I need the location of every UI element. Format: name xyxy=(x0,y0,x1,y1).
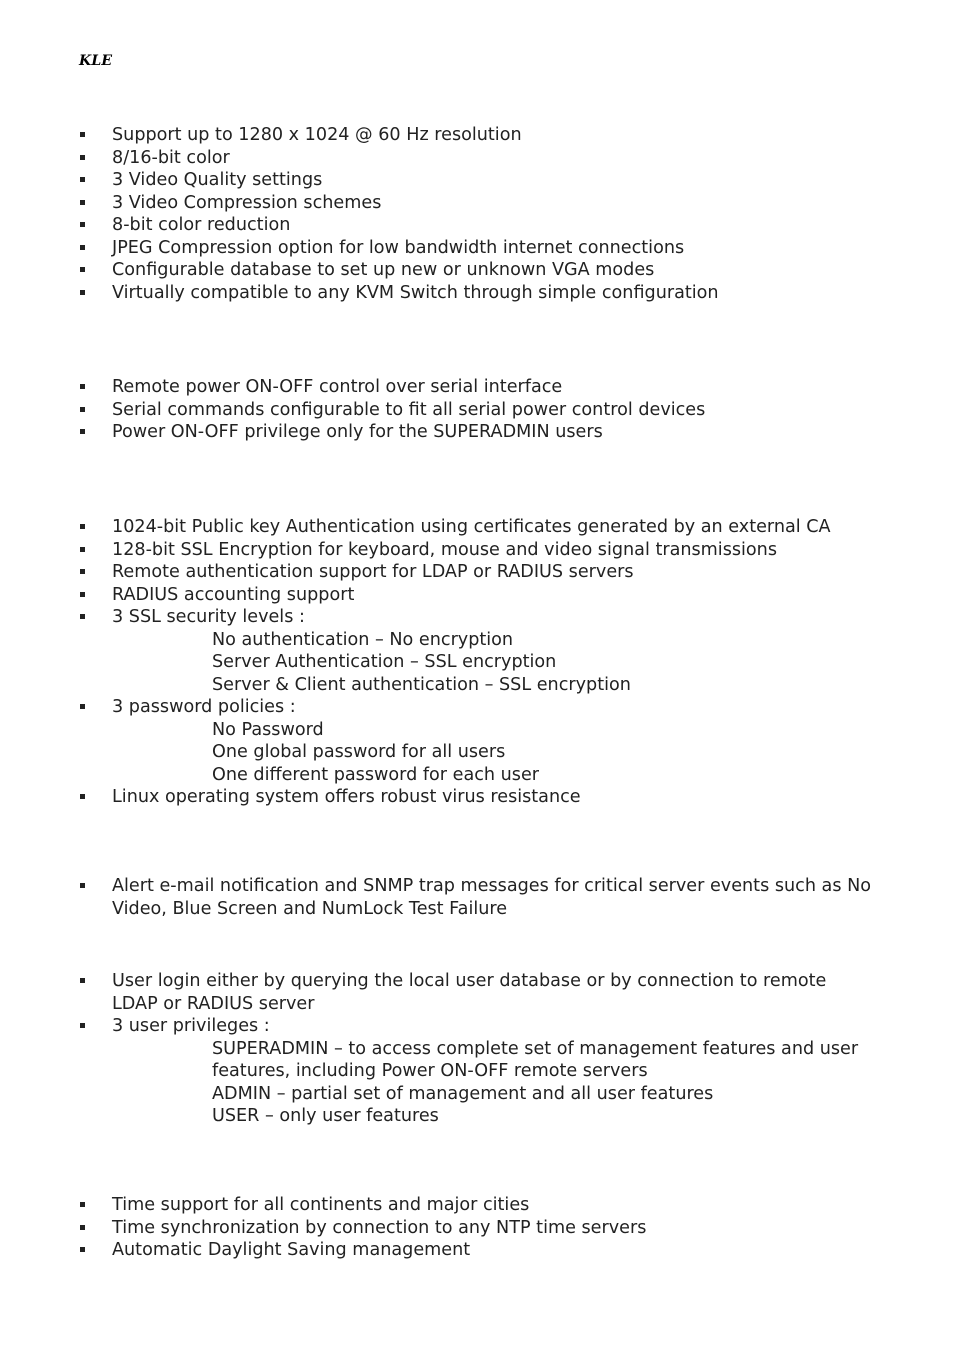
list-item: 3 Video Compression schemes xyxy=(79,192,899,215)
security-features-list xyxy=(79,516,899,809)
password-policy-item: One global password for all users xyxy=(212,742,506,762)
list-item: 8/16-bit color xyxy=(79,147,899,170)
bullet-icon xyxy=(80,569,85,574)
bullet-icon xyxy=(80,245,85,250)
bullet-icon xyxy=(80,547,85,552)
list-item: Support up to 1280 x 1024 @ 60 Hz resolution xyxy=(79,124,899,147)
ssl-level-item: Server Authentication – SSL encryption xyxy=(212,652,557,672)
password-policy-item: One different password for each user xyxy=(212,764,540,785)
privilege-item: SUPERADMIN – to access complete set of management features and user features, including Power ON-OFF remote servers xyxy=(212,1038,859,1081)
bullet-icon xyxy=(80,267,85,272)
bullet-icon xyxy=(80,384,85,389)
list-item: 1024-bit Public key Authentication using certificates generated by an external CA xyxy=(79,516,899,539)
bullet-icon xyxy=(80,592,85,597)
bullet-icon xyxy=(80,704,85,709)
bullet-icon xyxy=(80,1023,85,1028)
list-item: RADIUS accounting support xyxy=(79,584,899,607)
bullet-icon xyxy=(80,1247,85,1252)
bullet-icon xyxy=(80,883,85,888)
ssl-level-item: Server & Client authentication – SSL encryption xyxy=(212,674,631,695)
bullet-icon xyxy=(80,524,85,529)
privilege-item: ADMIN – partial set of management and all user features xyxy=(212,1083,714,1104)
list-item: Virtually compatible to any KVM Switch through simple configuration xyxy=(79,282,899,305)
list-item: Remote power ON-OFF control over serial interface xyxy=(79,376,899,399)
bullet-icon xyxy=(80,978,85,983)
list-item: Linux operating system offers robust virus resistance xyxy=(79,786,899,809)
bullet-icon xyxy=(80,222,85,227)
list-item: User login either by querying the local user database or by connection to remote LDAP or RADIUS server xyxy=(79,970,872,1015)
video-features-list xyxy=(79,124,899,304)
bullet-icon xyxy=(80,132,85,137)
list-item: 3 SSL security levels : xyxy=(79,606,899,629)
user-management-list xyxy=(79,970,899,1128)
list-item: Configurable database to set up new or unknown VGA modes xyxy=(79,259,899,282)
bullet-icon xyxy=(80,200,85,205)
list-item: 3 password policies : xyxy=(79,696,899,719)
bullet-icon xyxy=(80,429,85,434)
list-item: 3 user privileges : xyxy=(79,1015,899,1038)
privilege-item: USER – only user features xyxy=(212,1106,439,1126)
list-item: Alert e-mail notification and SNMP trap messages for critical server events such as No Video, Blue Screen and NumLock Test Failure xyxy=(79,875,872,920)
bullet-icon xyxy=(80,1202,85,1207)
list-item: JPEG Compression option for low bandwidth internet connections xyxy=(79,237,899,260)
bullet-icon xyxy=(80,614,85,619)
list-item: Power ON-OFF privilege only for the SUPERADMIN users xyxy=(79,421,899,444)
bullet-icon xyxy=(80,290,85,295)
list-item: 8-bit color reduction xyxy=(79,214,899,237)
alert-features-list xyxy=(79,875,899,920)
list-item: Automatic Daylight Saving management xyxy=(79,1239,899,1262)
ssl-level-item: No authentication – No encryption xyxy=(212,629,514,650)
list-item: 128-bit SSL Encryption for keyboard, mouse and video signal transmissions xyxy=(79,539,899,562)
bullet-icon xyxy=(80,177,85,182)
bullet-icon xyxy=(80,794,85,799)
password-policy-item: No Password xyxy=(212,719,324,740)
bullet-icon xyxy=(80,1225,85,1230)
bullet-icon xyxy=(80,407,85,412)
list-item: Remote authentication support for LDAP or RADIUS servers xyxy=(79,561,899,584)
list-item: Time support for all continents and major cities xyxy=(79,1194,899,1217)
list-item: Serial commands configurable to fit all serial power control devices xyxy=(79,399,899,422)
power-control-list xyxy=(79,376,899,444)
list-item: 3 Video Quality settings xyxy=(79,169,899,192)
list-item: Time synchronization by connection to any NTP time servers xyxy=(79,1217,899,1240)
time-features-list xyxy=(79,1194,899,1262)
page-header-logo: KLE xyxy=(79,53,113,69)
bullet-icon xyxy=(80,155,85,160)
